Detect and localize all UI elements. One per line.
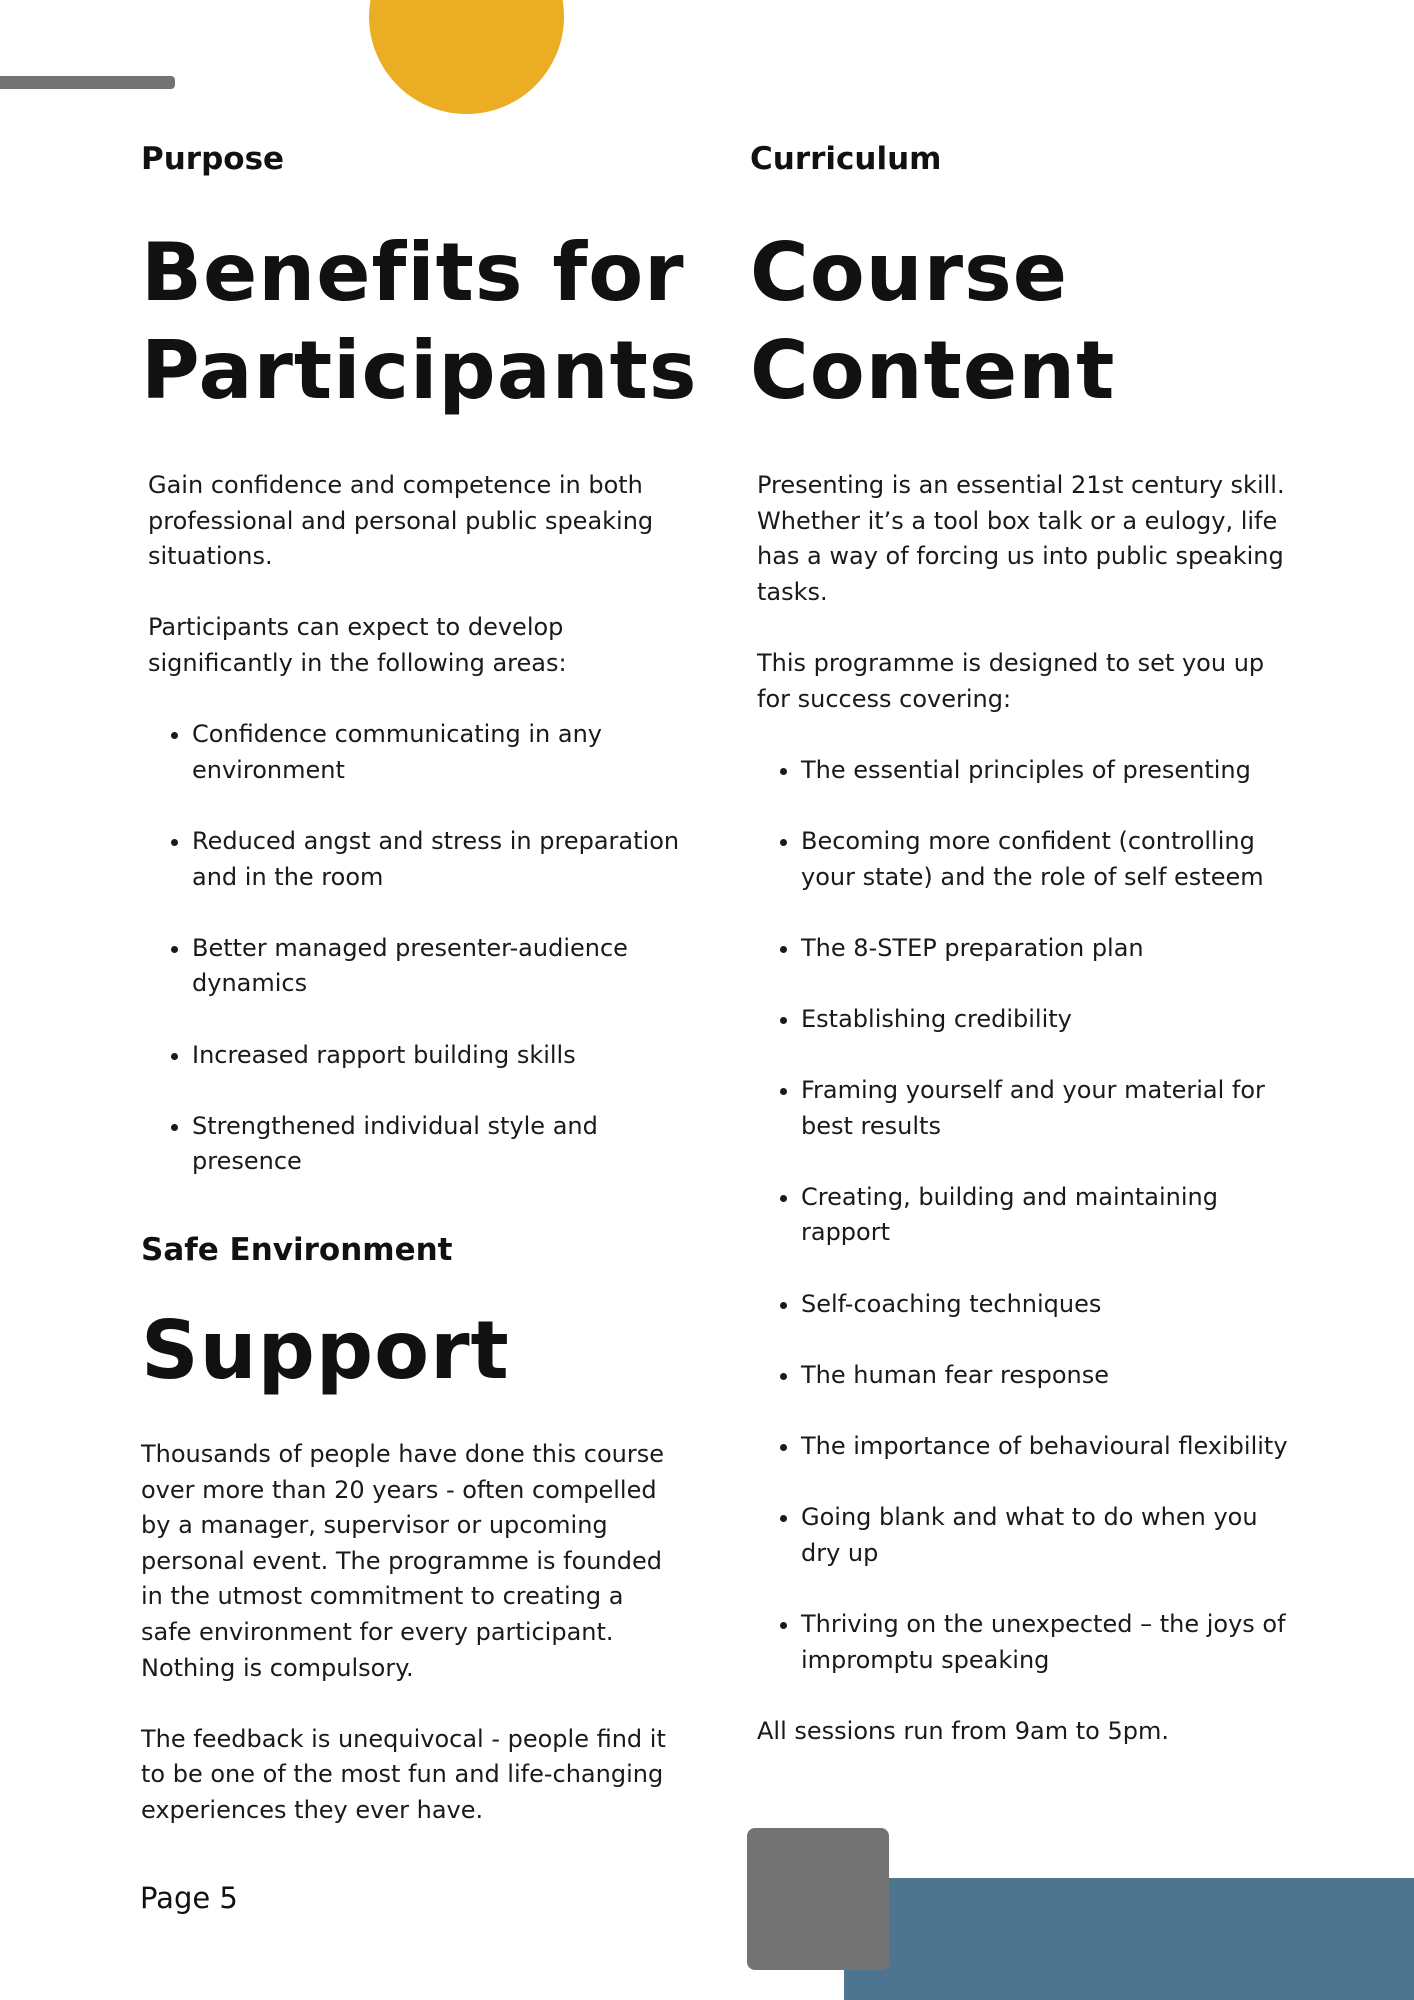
support-heading: Support	[141, 1304, 510, 1397]
course-content-body	[757, 468, 1290, 1785]
list-item: • Becoming more confident (controlling your state) and the role of self esteem	[801, 824, 1290, 895]
decorative-gray-square	[747, 1828, 889, 1970]
list-item: • Strengthened individual style and presence	[192, 1109, 681, 1180]
list-item: • The 8-STEP preparation plan	[801, 931, 1290, 967]
benefits-heading-line1: Benefits for	[141, 226, 685, 319]
list-item: • Self-coaching techniques	[801, 1287, 1290, 1323]
page-number: Page 5	[140, 1881, 238, 1915]
list-item: • Establishing credibility	[801, 1002, 1290, 1038]
support-eyebrow: Safe Environment	[141, 1232, 453, 1268]
benefits-intro: Gain confidence and competence in both professional and personal public speaking situations.	[148, 471, 654, 571]
decorative-yellow-circle	[369, 0, 564, 114]
list-item: • Reduced angst and stress in preparation and in the room	[192, 824, 681, 895]
course-content-heading	[750, 224, 1115, 420]
course-topics-list	[757, 753, 1290, 1678]
decorative-blue-rectangle	[844, 1878, 1414, 2000]
support-body	[141, 1437, 681, 1864]
list-item: • Thriving on the unexpected – the joys of impromptu speaking	[801, 1607, 1290, 1678]
curriculum-eyebrow: Curriculum	[750, 141, 942, 177]
support-paragraph-2: The feedback is unequivocal - people find it to be one of the most fun and life-changing experiences they ever have.	[141, 1724, 666, 1824]
list-item: • Better managed presenter-audience dynamics	[192, 931, 681, 1002]
list-item: • The essential principles of presenting	[801, 753, 1290, 789]
benefits-body	[148, 468, 681, 1215]
list-item: • The human fear response	[801, 1358, 1290, 1394]
support-paragraph-1: Thousands of people have done this course over more than 20 years - often compelled by a manager, supervisor or upcoming personal event. The programme is founded in the utmost commitment to creating a safe environment for every participant. Nothing is compulsory.	[141, 1440, 664, 1682]
course-lead: This programme is designed to set you up for success covering:	[757, 648, 1265, 713]
list-item: • Framing yourself and your material for best results	[801, 1073, 1290, 1144]
course-intro: Presenting is an essential 21st century skill. Whether it’s a tool box talk or a eulogy, life has a way of forcing us into public speaking tasks.	[757, 471, 1285, 606]
decorative-gray-bar	[0, 76, 175, 89]
list-item: • Going blank and what to do when you dry up	[801, 1500, 1290, 1571]
benefits-lead: Participants can expect to develop significantly in the following areas:	[148, 613, 567, 677]
list-item: • The importance of behavioural flexibility	[801, 1429, 1290, 1465]
course-closing: All sessions run from 9am to 5pm.	[757, 1716, 1169, 1745]
course-content-heading-line1: Course	[750, 226, 1068, 319]
benefits-heading	[141, 224, 698, 420]
course-content-heading-line2: Content	[750, 324, 1116, 417]
purpose-eyebrow: Purpose	[141, 141, 285, 177]
list-item: • Confidence communicating in any environment	[192, 717, 681, 788]
benefits-heading-line2: Participants	[141, 324, 698, 417]
benefits-list	[148, 717, 681, 1180]
list-item: • Creating, building and maintaining rapport	[801, 1180, 1290, 1251]
list-item: • Increased rapport building skills	[192, 1038, 681, 1074]
